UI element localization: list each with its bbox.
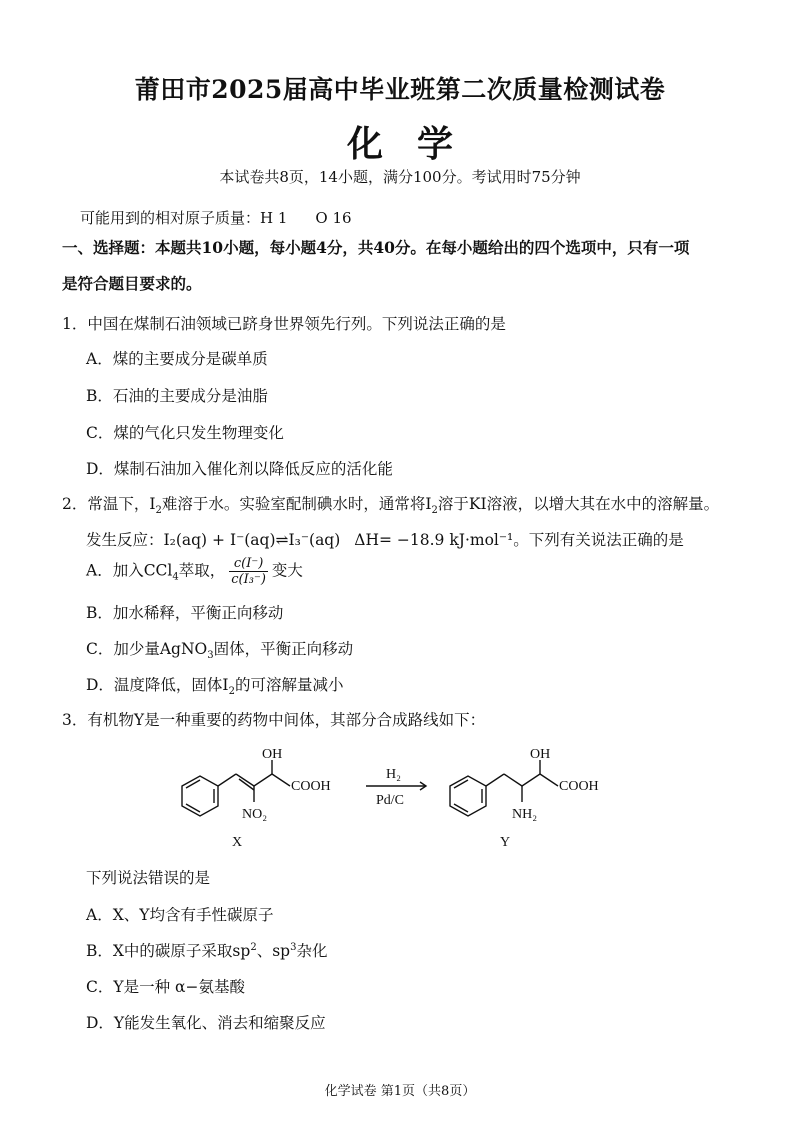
x-label: X <box>232 835 243 850</box>
reagent-h2: H₂ <box>386 767 401 782</box>
section-heading-line1: 一、选择题：本题共10小题，每小题4分，共40分。在每小题给出的四个选项中，只有一项 <box>62 238 690 257</box>
y-cooh-label: COOH <box>559 779 599 794</box>
subject-title: 化学 <box>346 123 487 165</box>
exam-info: 本试卷共8页，14小题，满分100分。考试用时75分钟 <box>219 168 581 186</box>
q2-option-d: D．温度降低，固体$I_2$的可溶解量减小 <box>86 676 344 698</box>
q2-fraction: $\frac{c(I^-)}{\text{c(I₃⁻)}}$ <box>231 556 266 587</box>
x-cooh-label: COOH <box>291 779 331 794</box>
q1-stem: 1．中国在煤制石油领域已跻身世界领先行列。下列说法正确的是 <box>62 315 506 333</box>
x-oh-label: OH <box>262 747 283 762</box>
section-heading-line2: 是符合题目要求的。 <box>62 274 202 293</box>
x-no2-label: NO₂ <box>242 807 268 822</box>
q3-stem: 3．有机物Y是一种重要的药物中间体，其部分合成路线如下： <box>62 711 486 729</box>
q2-option-c: C．加少量AgNO$_3$固体，平衡正向移动 <box>86 640 354 662</box>
x-benzene-ring <box>182 776 218 816</box>
q1-option-a: A．煤的主要成分是碳单质 <box>86 350 268 368</box>
atomic-mass-h: 可能用到的相对原子质量：H 1 <box>80 209 288 227</box>
q2-option-b: B．加水稀释，平衡正向移动 <box>86 604 284 622</box>
q2-stem: 2．常温下，$I_2$难溶于水。实验室配制碘水时，通常将$I_2$溶于KI溶液，以增大其在水中的溶解量。 <box>62 495 720 517</box>
atomic-mass-line <box>80 207 352 228</box>
molecule-x <box>182 747 331 850</box>
exam-title: 莆田市2025届高中毕业班第二次质量检测试卷 <box>134 75 666 104</box>
y-benzene-ring <box>450 776 486 816</box>
molecule-y <box>450 747 599 850</box>
q3-option-d: D．Y能发生氧化、消去和缩聚反应 <box>86 1014 326 1032</box>
q3-option-c: C．Y是一种 α−氨基酸 <box>86 978 245 996</box>
page-footer: 化学试卷 第1页（共8页） <box>324 1084 476 1099</box>
y-label: Y <box>500 835 511 850</box>
q3-prompt: 下列说法错误的是 <box>86 869 211 887</box>
q3-option-b: B．X中的碳原子采取$sp^2$、$sp^3$杂化 <box>86 941 328 960</box>
reaction-arrow <box>366 767 426 808</box>
q1-option-d: D．煤制石油加入催化剂以降低反应的活化能 <box>86 460 393 478</box>
q1-option-c: C．煤的气化只发生物理变化 <box>86 424 284 442</box>
q2-reaction: 发生反应：I₂(aq) + I⁻(aq)⇌I₃⁻(aq) ΔH= −18.9 kJ·mol⁻¹。下列有关说法正确的是 <box>86 531 684 549</box>
q2-enthalpy: ΔH= −18.9 kJ·mol⁻¹。下列有关说法正确的是 <box>354 531 684 549</box>
synthesis-scheme <box>170 738 640 853</box>
y-nh2-label: NH₂ <box>512 807 538 822</box>
atomic-mass-o: O 16 <box>315 209 352 227</box>
q1-option-b: B．石油的主要成分是油脂 <box>86 387 268 405</box>
q3-option-a: A．X、Y均含有手性碳原子 <box>86 906 274 924</box>
y-oh-label: OH <box>530 747 551 762</box>
q2-equation: I₂(aq) + I⁻(aq)⇌I₃⁻(aq) <box>163 531 341 549</box>
q2-option-a: A．加入CCl$_4$萃取， $\frac{c(I^-)}{\text{c(I₃⁻)}}$ 变大 <box>86 556 303 587</box>
reagent-pdc: Pd/C <box>376 793 405 808</box>
